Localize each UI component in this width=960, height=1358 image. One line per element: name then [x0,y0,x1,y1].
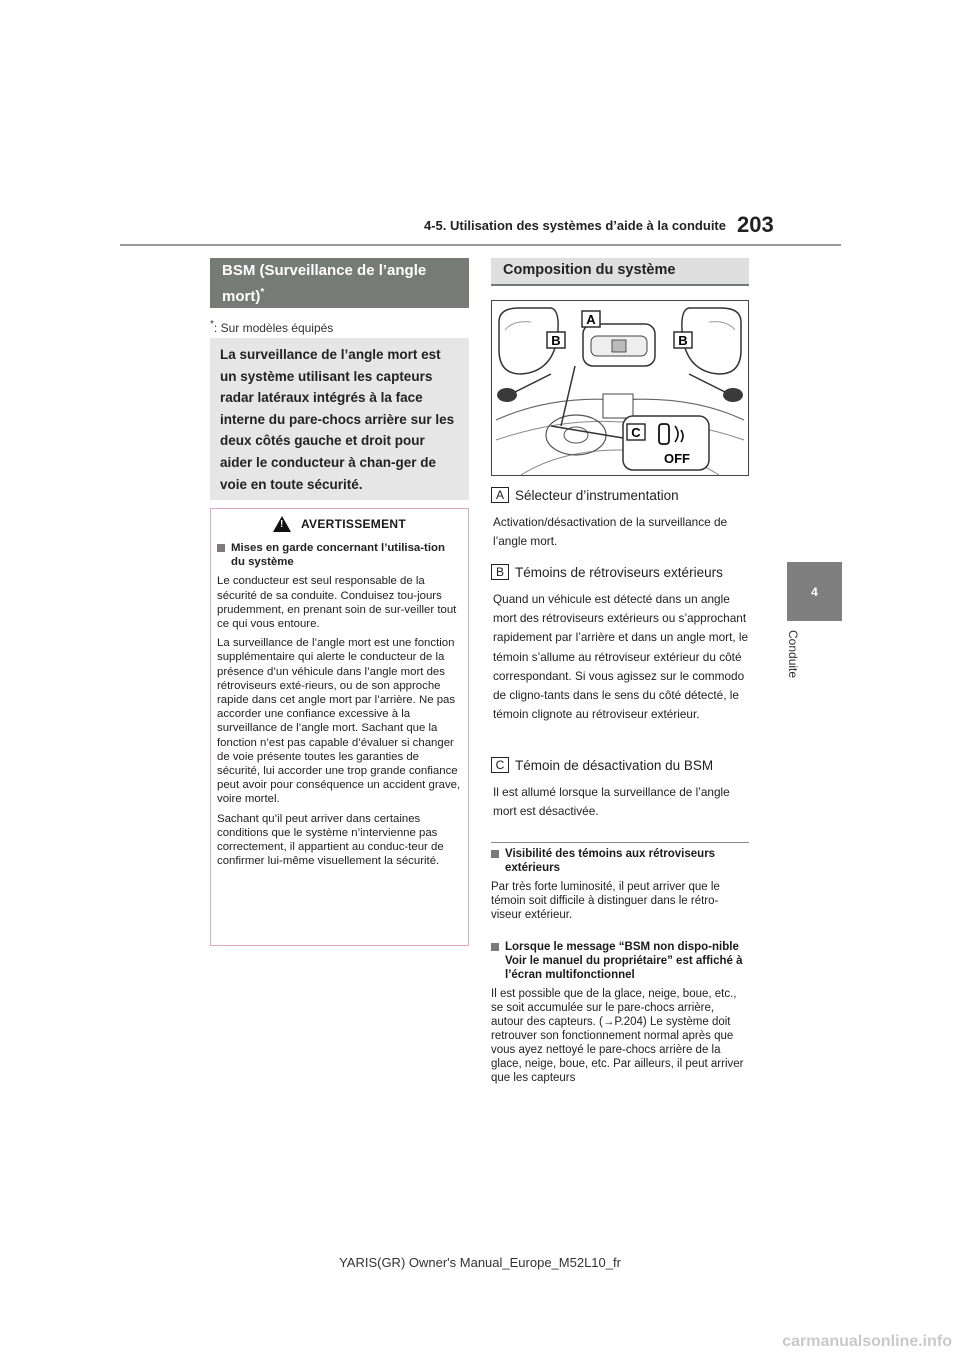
square-bullet-icon [491,943,499,951]
warning-subheading [217,541,462,569]
intro-summary: La surveillance de l’angle mort est un système utilisant les capteurs radar latéraux intégrés à la face interne du pare-chocs arrière sur les deux côtés gauche et droit pour aider le conducteur à chan-ger de voie en toute sécurité. [210,338,469,500]
item-b-label: Témoins de rétroviseurs extérieurs [515,564,723,580]
chapter-label: Conduite [786,630,800,679]
warning-heading: AVERTISSEMENT [300,517,407,531]
callout-b-right: B [678,333,688,348]
item-c-text: Il est allumé lorsque la surveillance de l’angle mort est désactivée. [493,785,730,819]
square-bullet-icon [491,850,499,858]
note-text: Par très forte luminosité, il peut arriver que le témoin soit difficile à distinguer dans le rétro-viseur extérieur. [491,881,720,921]
item-c-label: Témoin de désactivation du BSM [515,757,714,773]
footnote [210,319,333,335]
item-a-label: Sélecteur d’instrumentation [515,487,679,503]
system-diagram [491,300,749,476]
item-a-text: Activation/désactivation de la surveillance de l’angle mort. [493,515,728,549]
note-bsm-unavailable [491,940,749,1085]
item-c-letter: C [491,757,509,773]
warning-body [211,539,468,868]
page-number: 203 [737,212,774,237]
header-section-title: 4-5. Utilisation des systèmes d’aide à la conduite [424,218,726,233]
item-b-heading [491,564,723,580]
warning-paragraph: Le conducteur est seul responsable de la sécurité de sa conduite. Conduisez tou-jours prudemment, en prenant soin de sur-veiller tout ce qui vous entoure. [217,575,457,631]
footnote-marker: * [260,287,265,298]
item-b-text: Quand un véhicule est détecté dans un angle mort des rétroviseurs extérieurs ou s’approchant rapidement par l’arrière et dans un angle mort, le témoin s’allume au rétroviseur extérieur du côté correspondant. Si vous agissez sur le commodo de cligno-tants dans le sens du côté détecté, le témoin clignote au rétroviseur extérieur. [493,592,749,722]
section-title-composition: Composition du système [491,258,749,286]
callout-c: C [631,425,641,440]
note-heading-text: Lorsque le message “BSM non dispo-nible Voir le manuel du propriétaire” est affiché à l’écran multifonctionnel [505,941,743,981]
off-indicator-text: OFF [664,451,690,466]
note-heading [491,940,749,982]
note-text: Il est possible que de la glace, neige, boue, etc., se soit accumulée sur le pare-chocs arrière, autour des capteurs. (→P.204) Le système doit retrouver son fonctionnement normal après que vous ayez nettoyé le pare-chocs arrière de la glace, neige, boue, etc. Par ailleurs, il peut arriver que les capteurs [491,988,744,1084]
item-a-heading [491,487,679,503]
item-b-letter: B [491,564,509,580]
callout-b-left: B [551,333,561,348]
warning-header [211,509,468,539]
callout-a: A [586,312,596,327]
item-c-heading [491,757,713,773]
notes-divider [491,842,749,843]
warning-icon-glyph: ! [279,519,284,530]
footnote-star: * [210,319,214,330]
square-bullet-icon [217,544,225,552]
watermark: carmanualsonline.info [782,1333,952,1350]
footer-manual-id: YARIS(GR) Owner's Manual_Europe_M52L10_fr [339,1255,621,1270]
warning-box [210,508,469,946]
item-a-letter: A [491,487,509,503]
chapter-tab: 4 [787,562,842,621]
footnote-text: : Sur modèles équipés [213,321,334,335]
note-heading [491,847,749,875]
warning-triangle-icon [273,516,291,532]
note-heading-text: Visibilité des témoins aux rétroviseurs extérieurs [505,848,716,874]
note-visibility [491,847,749,922]
header-divider [120,244,841,246]
warning-paragraph: Sachant qu’il peut arriver dans certaines conditions que le système n’intervienne pas correctement, il appartient au conduc-teur de confirmer lui-même visuellement la sécurité. [217,812,444,868]
section-title-text: BSM (Surveillance de l’angle mort) [222,262,427,305]
warning-subheading-text: Mises en garde concernant l’utilisa-tion du système [231,542,445,569]
warning-paragraph: La surveillance de l’angle mort est une fonction supplémentaire qui alerte le conducteur de la présence d’un véhicule dans l’angle mort des rétroviseurs exté-rieurs, ou de son approche rapide dans cet angle mort par l’arrière. Ne pas accorder une confiance excessive à la surveillance de l’angle mort. Sachant que la fonction n’est pas capable d’évaluer si changer de voie présente toutes les garanties de sécurité, lui accorder une trop grande confiance peut avoir pour conséquence un accident grave, voire mortel. [217,637,461,806]
section-title-bsm [210,258,469,308]
